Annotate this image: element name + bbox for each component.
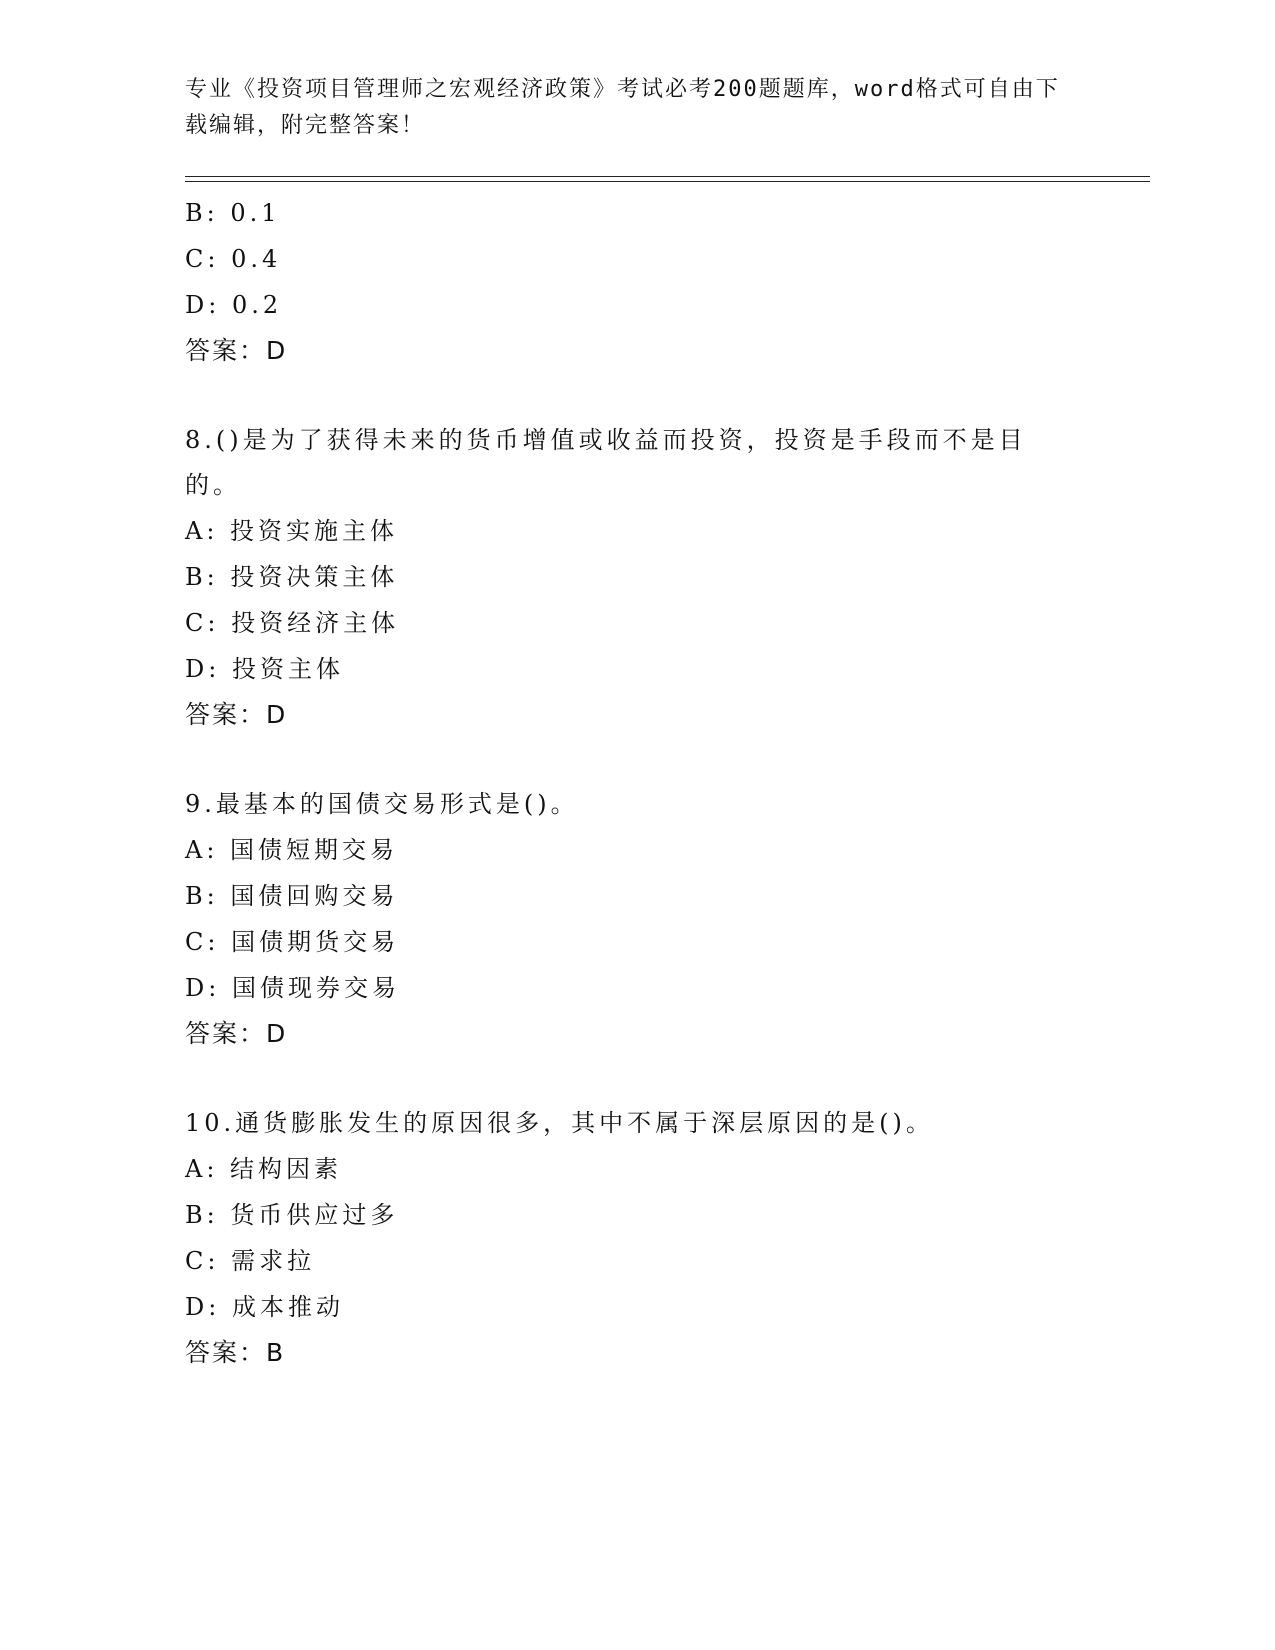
header-rule-top (185, 176, 1150, 177)
answer-line: 答案：D (185, 1019, 288, 1048)
option-b: B: 0.1 (185, 199, 281, 227)
previous-question-tail (185, 190, 1085, 374)
question-9 (185, 782, 1085, 1057)
option-b: B: 国债回购交易 (185, 882, 399, 910)
option-a: A: 投资实施主体 (185, 517, 399, 545)
question-stem: 8.()是为了获得未来的货币增值或收益而投资，投资是手段而不是目的。 (185, 426, 1027, 499)
question-8 (185, 418, 1085, 738)
question-stem: 10.通货膨胀发生的原因很多，其中不属于深层原因的是()。 (185, 1109, 934, 1137)
option-b: B: 货币供应过多 (185, 1201, 399, 1229)
option-c: C: 0.4 (185, 245, 282, 273)
option-c: C: 投资经济主体 (185, 609, 400, 637)
question-stem: 9.最基本的国债交易形式是()。 (185, 790, 579, 818)
answer-line: 答案：D (185, 336, 288, 365)
option-a: A: 结构因素 (185, 1155, 343, 1183)
answer-line: 答案：D (185, 700, 288, 729)
document-header: 专业《投资项目管理师之宏观经济政策》考试必考200题题库，word格式可自由下载编辑，附完整答案！ (185, 77, 1060, 138)
header-rule-bottom (185, 181, 1150, 182)
option-d: D: 成本推动 (185, 1293, 344, 1321)
option-c: C: 需求拉 (185, 1247, 316, 1275)
question-10 (185, 1101, 1085, 1376)
option-d: D: 国债现券交易 (185, 974, 400, 1002)
answer-line: 答案：B (185, 1338, 286, 1367)
option-b: B: 投资决策主体 (185, 563, 399, 591)
option-c: C: 国债期货交易 (185, 928, 400, 956)
option-d: D: 0.2 (185, 291, 283, 319)
option-d: D: 投资主体 (185, 655, 344, 683)
option-a: A: 国债短期交易 (185, 836, 399, 864)
question-list (185, 190, 1085, 1376)
